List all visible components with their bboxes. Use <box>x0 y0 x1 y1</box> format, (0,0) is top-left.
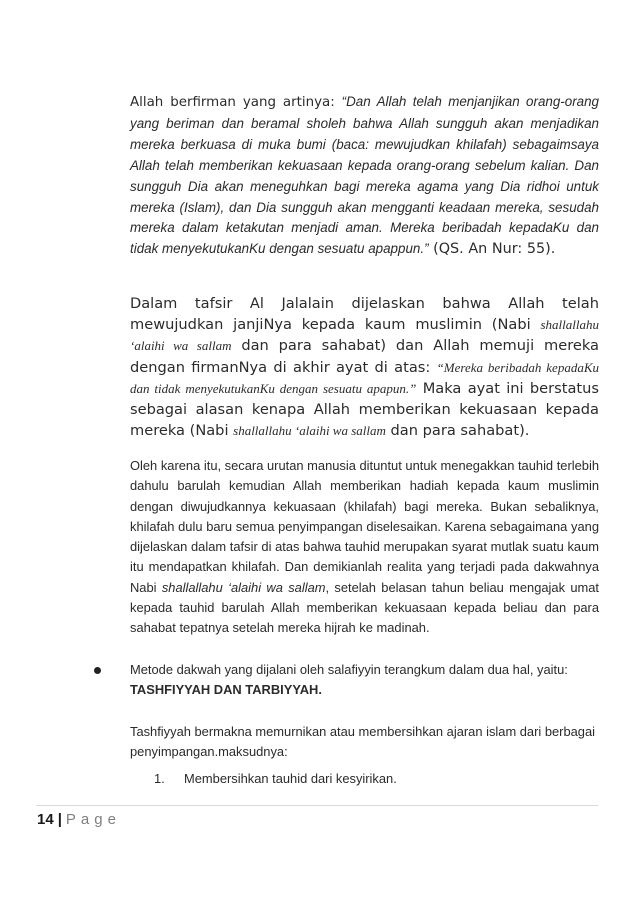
verse-citation: (QS. An Nur: 55). <box>428 241 556 258</box>
paragraph-quran-verse <box>130 92 599 260</box>
bullet-text-plain: Metode dakwah yang dijalani oleh salafiyyin terangkum dalam dua hal, yaitu: <box>130 662 568 677</box>
paragraph-conclusion <box>130 456 599 639</box>
paragraph-tashfiyyah: Tashfiyyah bermakna memurnikan atau membersihkan ajaran islam dari berbagai penyimpangan.maksudnya: <box>130 724 596 760</box>
tafsir-text-2: dan para sahabat) dan Allah memuji mereka dengan firmanNya di akhir ayat di atas: <box>130 337 599 376</box>
list-number: 1. <box>154 771 165 786</box>
tafsir-quote: “Mereka beribadah kepadaKu dan tidak menyekutukanKu dengan sesuatu apapun.” <box>130 359 599 396</box>
tafsir-honorific-1: shallallahu ‘alaihi wa sallam <box>130 317 599 354</box>
verse-quote: “Dan Allah telah menjanjikan orang-orang yang beriman dan beramal sholeh bahwa Allah sungguh akan menjadikan mereka berkuasa di muka bumi (baca: mewujudkan khilafah) sebagaimsaya Allah telah memberikan kekuasaan kepada orang-orang sebelum kalian. Dan sungguh Dia akan meneguhkan bagi mereka agama yang Dia ridhoi untuk mereka (Islam), dan Dia sungguh akan mengganti keadaan mereka, sesudah mereka dalam ketakutan menjadi aman. Mereka beribadah kepadaKu dan tidak menyekutukanKu dengan sesuatu apappun.” <box>130 94 600 257</box>
conclusion-text-2: , setelah belasan tahun beliau mengajak umat kepada tauhid barulah Allah memberikan kekuasaan kepada beliau dan para sahabat tepatnya setelah mereka hijrah ke madinah. <box>130 579 600 636</box>
page-footer <box>37 810 121 830</box>
bullet-icon <box>94 667 101 674</box>
verse-intro: Allah berfirman yang artinya: <box>130 95 342 110</box>
footer-separator: | <box>57 811 62 828</box>
tafsir-honorific-2: shallallahu ‘alaihi wa sallam <box>233 423 386 439</box>
tafsir-text-1: Dalam tafsir Al Jalalain dijelaskan bahwa Allah telah mewujudkan janjiNya kepada kaum muslimin (Nabi <box>130 295 599 334</box>
page-label: Page <box>65 811 121 828</box>
page-number: 14 <box>37 811 54 828</box>
tafsir-text-4: dan para sahabat). <box>385 422 530 440</box>
paragraph-tafsir <box>130 293 599 441</box>
bullet-text-bold: TASHFIYYAH DAN TARBIYYAH. <box>130 682 322 698</box>
tafsir-text-3: Maka ayat ini berstatus sebagai alasan kenapa Allah memberikan kekuasaan kepada mereka (Nabi <box>130 379 600 440</box>
conclusion-honorific: shallallahu ‘alaihi wa sallam <box>161 579 326 595</box>
footer-divider <box>36 805 598 806</box>
list-text: Membersihkan tauhid dari kesyirikan. <box>184 771 397 786</box>
bullet-text <box>130 660 600 701</box>
conclusion-text-1: Oleh karena itu, secara urutan manusia dituntut untuk menegakkan tauhid terlebih dahulu barulah kemudian Allah memberikan hadiah kepada kaum muslimin dengan diwujudkannya kekuasaan (khilafah) bagi mereka. Bukan sebaliknya, khilafah dulu baru semua penyimpangan diselesaikan. Karena sebagaimana yang dijelaskan dalam tafsir di atas bahwa tauhid merupakan syarat mutlak suatu kaum itu mendapatkan khilafah. Dan demikianlah realita yang terjadi pada dakwahnya Nabi <box>130 458 599 595</box>
